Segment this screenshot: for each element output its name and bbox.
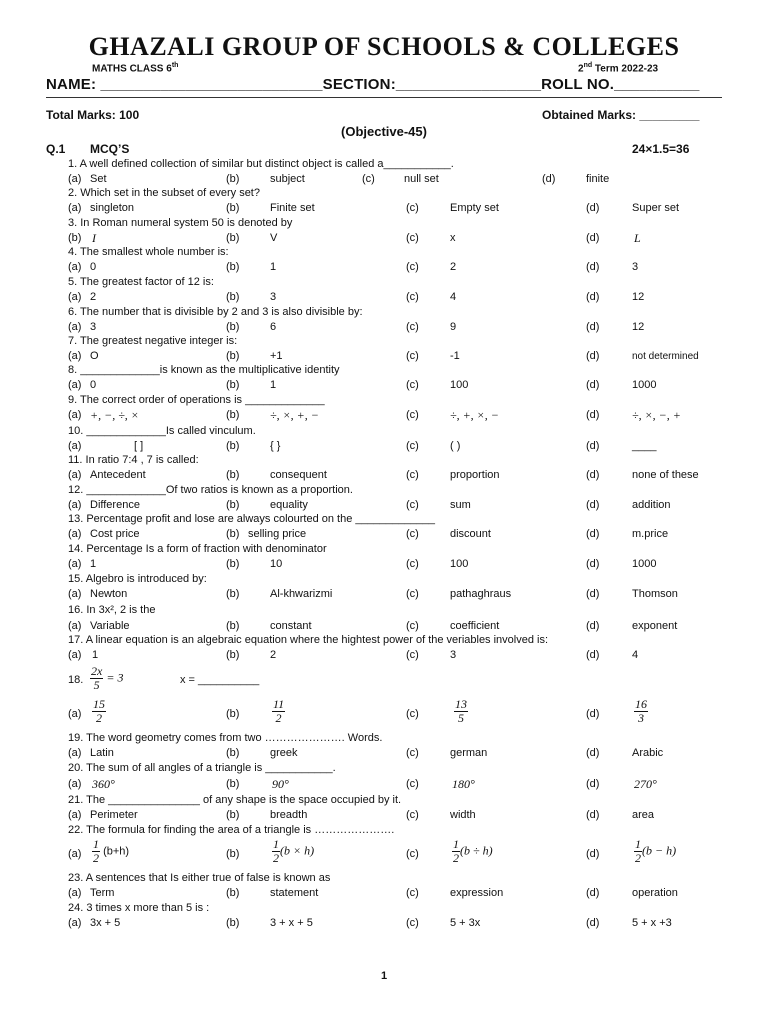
option-d: not determined: [632, 351, 699, 362]
class-label: MATHS CLASS 6th: [92, 62, 179, 75]
option-label: (a): [68, 291, 82, 303]
option-a: +, −, ÷, ×: [90, 408, 139, 422]
option-c: ÷, +, ×, −: [450, 408, 499, 422]
option-label: (c): [406, 350, 419, 362]
option-a: Difference: [90, 499, 140, 511]
option-label: (b): [226, 173, 240, 185]
option-b: ÷, ×, +, −: [270, 408, 319, 422]
option-c: 9: [450, 321, 457, 333]
option-label: (a): [68, 917, 82, 929]
option-a: $\frac{15}{2}$: [93, 697, 105, 725]
section-title: (Objective-45): [341, 124, 427, 139]
total-marks: Total Marks: 100: [46, 108, 140, 122]
option-d: 12: [632, 321, 645, 333]
option-label: (c): [406, 202, 419, 214]
option-b: +1: [270, 350, 283, 362]
option-label: (b): [226, 499, 240, 511]
option-b: subject: [270, 173, 305, 185]
option-c: 100: [450, 379, 469, 391]
option-label: (d): [586, 620, 600, 632]
option-label: (a): [68, 409, 82, 421]
option-b: 90°: [272, 777, 289, 791]
option-label: (a): [68, 588, 82, 600]
option-b: 1: [270, 261, 277, 273]
option-b: 10: [270, 558, 283, 570]
option-c: coefficient: [450, 620, 500, 632]
option-d: Thomson: [632, 588, 678, 600]
option-a: 0: [90, 379, 97, 391]
option-a: Cost price: [90, 528, 140, 540]
option-label: (b): [226, 558, 240, 570]
option-label: (b): [226, 848, 240, 860]
option-b: breadth: [270, 809, 308, 821]
option-label: (d): [586, 291, 600, 303]
option-label: (c): [406, 649, 419, 661]
option-a: $\frac{1}{2}$ (b+h): [93, 837, 130, 865]
option-label: (a): [68, 379, 82, 391]
page-number: 1: [380, 970, 388, 982]
question-text: 13. Percentage profit and lose are always colourted on the _____________: [68, 513, 435, 525]
option-d: $\frac{1}{2}$ (b − h): [635, 837, 677, 865]
question-text: 14. Percentage Is a form of fraction with denominator: [68, 543, 327, 555]
option-a: [ ]: [134, 440, 144, 452]
option-label: (b): [226, 232, 240, 244]
option-c: sum: [450, 499, 471, 511]
option-label: (a): [68, 809, 82, 821]
option-b: consequent: [270, 469, 327, 481]
option-label: (a): [68, 848, 82, 860]
option-b: $\frac{1}{2}$ (b × h): [273, 837, 315, 865]
option-label: (c): [406, 708, 419, 720]
question-number: 18.: [68, 674, 84, 686]
question-text: 20. The sum of all angles of a triangle is ___________.: [68, 762, 336, 774]
option-c: 100: [450, 558, 469, 570]
option-label: (d): [586, 649, 600, 661]
question-text: 17. A linear equation is an algebraic equation where the hightest power of the veriables involved is:: [68, 634, 549, 646]
option-b: 3 + x + 5: [270, 917, 313, 929]
option-label: (a): [68, 708, 82, 720]
option-label: (d): [586, 321, 600, 333]
option-c: 180°: [452, 777, 475, 791]
option-label: (b): [226, 350, 240, 362]
option-d: exponent: [632, 620, 678, 632]
option-d: 3: [632, 261, 639, 273]
option-label: (c): [406, 917, 419, 929]
option-a: Latin: [90, 747, 114, 759]
option-label: (b): [226, 321, 240, 333]
option-b: V: [270, 232, 278, 244]
option-label: (a): [68, 173, 82, 185]
obtained-marks: Obtained Marks: _________: [542, 108, 700, 122]
option-label: (d): [586, 848, 600, 860]
option-label: (d): [586, 528, 600, 540]
option-label: (d): [586, 469, 600, 481]
option-label: (a): [68, 469, 82, 481]
option-label: (b): [226, 409, 240, 421]
option-label: (d): [586, 202, 600, 214]
option-label: (c): [406, 558, 419, 570]
option-label: (c): [406, 379, 419, 391]
question-text: 4. The smallest whole number is:: [68, 246, 229, 258]
option-label: (d): [586, 232, 600, 244]
question-text: 6. The number that is divisible by 2 and 3 is also divisible by:: [68, 306, 363, 318]
question-text: 22. The formula for finding the area of a triangle is ………………….: [68, 824, 395, 836]
question-text: 15. Algebro is introduced by:: [68, 573, 207, 585]
option-label: (b): [226, 440, 240, 452]
option-c: pathaghraus: [450, 588, 512, 600]
question-title: MCQ’S: [90, 142, 130, 156]
option-label: (d): [542, 173, 556, 185]
question-text: 12. _____________Of two ratios is known as a proportion.: [68, 484, 353, 496]
option-d: 270°: [634, 777, 657, 791]
option-a: 1: [90, 558, 97, 570]
option-label: (c): [362, 173, 375, 185]
option-label: (d): [586, 379, 600, 391]
option-label: (c): [406, 588, 419, 600]
option-label: (c): [406, 321, 419, 333]
option-label: (c): [406, 528, 419, 540]
option-label: (c): [406, 747, 419, 759]
option-b: 6: [270, 321, 277, 333]
question-text: 8. _____________is known as the multiplicative identity: [68, 364, 340, 376]
option-label: (d): [586, 350, 600, 362]
option-c: 3: [450, 649, 457, 661]
option-label: (a): [68, 202, 82, 214]
option-label: (b): [226, 649, 240, 661]
option-label: (d): [586, 409, 600, 421]
option-label: (d): [586, 499, 600, 511]
option-c: width: [450, 809, 476, 821]
option-c: 2: [450, 261, 457, 273]
option-a: 360°: [92, 777, 115, 791]
option-d: L: [634, 231, 641, 245]
option-a: Newton: [90, 588, 128, 600]
question-text: 9. The correct order of operations is _____________: [68, 394, 325, 406]
option-label: (a): [68, 350, 82, 362]
option-c: ( ): [450, 440, 461, 452]
option-d: 12: [632, 291, 645, 303]
option-a: Variable: [90, 620, 130, 632]
option-label: (c): [406, 261, 419, 273]
option-d: finite: [586, 173, 610, 185]
option-label: (b): [226, 528, 240, 540]
option-b: $\frac{11}{2}$: [273, 697, 285, 725]
option-label: (a): [68, 887, 82, 899]
option-label: (d): [586, 917, 600, 929]
option-d: none of these: [632, 469, 699, 481]
question-text: 24. 3 times x more than 5 is :: [68, 902, 210, 914]
option-label: (b): [226, 291, 240, 303]
question-text: 1. A well defined collection of similar but distinct object is called a___________.: [68, 158, 454, 170]
question-text: 5. The greatest factor of 12 is:: [68, 276, 214, 288]
option-label: (a): [68, 440, 82, 452]
option-label: (d): [586, 887, 600, 899]
header-divider: [46, 97, 722, 98]
option-label: (b): [226, 887, 240, 899]
option-label: (d): [586, 558, 600, 570]
option-d: addition: [632, 499, 671, 511]
question-text: 11. In ratio 7:4 , 7 is called:: [68, 454, 199, 466]
option-a: 2: [90, 291, 97, 303]
option-c: discount: [450, 528, 491, 540]
question-text: 23. A sentences that Is either true of false is known as: [68, 872, 331, 884]
option-a: I: [92, 231, 96, 245]
option-b: constant: [270, 620, 312, 632]
option-label: (d): [586, 261, 600, 273]
option-d: 1000: [632, 558, 657, 570]
option-a: Term: [90, 887, 115, 899]
option-label: (c): [406, 809, 419, 821]
option-a: Antecedent: [90, 469, 146, 481]
option-b: statement: [270, 887, 319, 899]
option-label: (a): [68, 778, 82, 790]
option-b: equality: [270, 499, 308, 511]
school-name: GHAZALI GROUP OF SCHOOLS & COLLEGES: [88, 32, 680, 61]
option-label: (d): [586, 778, 600, 790]
option-label: (a): [68, 558, 82, 570]
equation: $\frac{2x}{5}$ = 3: [91, 664, 124, 692]
option-label: (b): [68, 232, 82, 244]
question-text: 3. In Roman numeral system 50 is denoted by: [68, 217, 293, 229]
option-label: (b): [226, 809, 240, 821]
option-label: (c): [406, 887, 419, 899]
option-label: (b): [226, 202, 240, 214]
question-text: 16. In 3x², 2 is the: [68, 604, 156, 616]
option-c: 4: [450, 291, 457, 303]
term-label: 2nd Term 2022-23: [578, 62, 659, 75]
option-label: (a): [68, 620, 82, 632]
option-label: (a): [68, 747, 82, 759]
option-b: selling price: [248, 528, 307, 540]
option-label: (d): [586, 708, 600, 720]
option-b: greek: [270, 747, 298, 759]
option-d: area: [632, 809, 655, 821]
option-a: O: [90, 350, 99, 362]
option-c: german: [450, 747, 488, 759]
option-label: (c): [406, 620, 419, 632]
option-b: 2: [270, 649, 277, 661]
option-a: 3: [90, 321, 97, 333]
option-label: (b): [226, 379, 240, 391]
option-label: (c): [406, 232, 419, 244]
option-a: 1: [92, 649, 99, 661]
option-a: 3x + 5: [90, 917, 121, 929]
option-b: Finite set: [270, 202, 315, 214]
option-label: (a): [68, 321, 82, 333]
option-a: 0: [90, 261, 97, 273]
option-b: 1: [270, 379, 277, 391]
option-b: { }: [270, 440, 281, 452]
option-c: $\frac{1}{2}$ (b ÷ h): [453, 837, 493, 865]
option-label: (c): [406, 778, 419, 790]
option-label: (b): [226, 747, 240, 759]
option-label: (a): [68, 649, 82, 661]
option-c: -1: [450, 350, 460, 362]
student-info-line: NAME: __________________________SECTION:_________________ROLL NO.__________: [46, 76, 700, 93]
option-d: $\frac{16}{3}$: [635, 697, 647, 725]
option-a: Perimeter: [90, 809, 138, 821]
option-label: (c): [406, 469, 419, 481]
option-c: x: [450, 232, 456, 244]
option-label: (b): [226, 708, 240, 720]
question-text: 10. _____________Is called vinculum.: [68, 425, 256, 437]
option-c: null set: [404, 173, 439, 185]
option-label: (c): [406, 440, 419, 452]
option-c: Empty set: [450, 202, 499, 214]
option-d: 4: [632, 649, 639, 661]
option-d: Super set: [632, 202, 680, 214]
option-d: ÷, ×, −, +: [632, 408, 681, 422]
option-d: m.price: [632, 528, 669, 540]
question-text: 2. Which set in the subset of every set?: [68, 187, 260, 199]
option-d: Arabic: [632, 747, 664, 759]
answer-blank: x = __________: [180, 674, 260, 686]
option-label: (c): [406, 409, 419, 421]
option-c: expression: [450, 887, 504, 899]
question-text: 21. The _______________ of any shape is the space occupied by it.: [68, 794, 402, 806]
fraction: $\frac{2x}{5}$: [91, 664, 103, 692]
option-label: (d): [586, 809, 600, 821]
option-label: (b): [226, 778, 240, 790]
option-c: proportion: [450, 469, 500, 481]
option-label: (b): [226, 588, 240, 600]
option-label: (b): [226, 261, 240, 273]
option-b: 3: [270, 291, 277, 303]
option-label: (a): [68, 261, 82, 273]
option-label: (a): [68, 528, 82, 540]
question-number: Q.1: [46, 142, 66, 156]
option-label: (a): [68, 499, 82, 511]
option-a: Set: [90, 173, 107, 185]
option-label: (d): [586, 588, 600, 600]
option-label: (b): [226, 469, 240, 481]
option-label: (c): [406, 848, 419, 860]
option-d: ____: [632, 440, 657, 452]
option-c: $\frac{13}{5}$: [455, 697, 467, 725]
option-label: (b): [226, 620, 240, 632]
option-label: (c): [406, 499, 419, 511]
option-d: operation: [632, 887, 678, 899]
option-d: 1000: [632, 379, 657, 391]
option-a: singleton: [90, 202, 135, 214]
question-marks: 24×1.5=36: [632, 142, 690, 156]
option-label: (c): [406, 291, 419, 303]
option-d: 5 + x +3: [632, 917, 672, 929]
option-c: 5 + 3x: [450, 917, 481, 929]
option-label: (b): [226, 917, 240, 929]
question-text: 19. The word geometry comes from two …………………. Words.: [68, 732, 383, 744]
question-text: 7. The greatest negative integer is:: [68, 335, 238, 347]
option-label: (d): [586, 440, 600, 452]
option-b: Al-khwarizmi: [270, 588, 333, 600]
option-label: (d): [586, 747, 600, 759]
